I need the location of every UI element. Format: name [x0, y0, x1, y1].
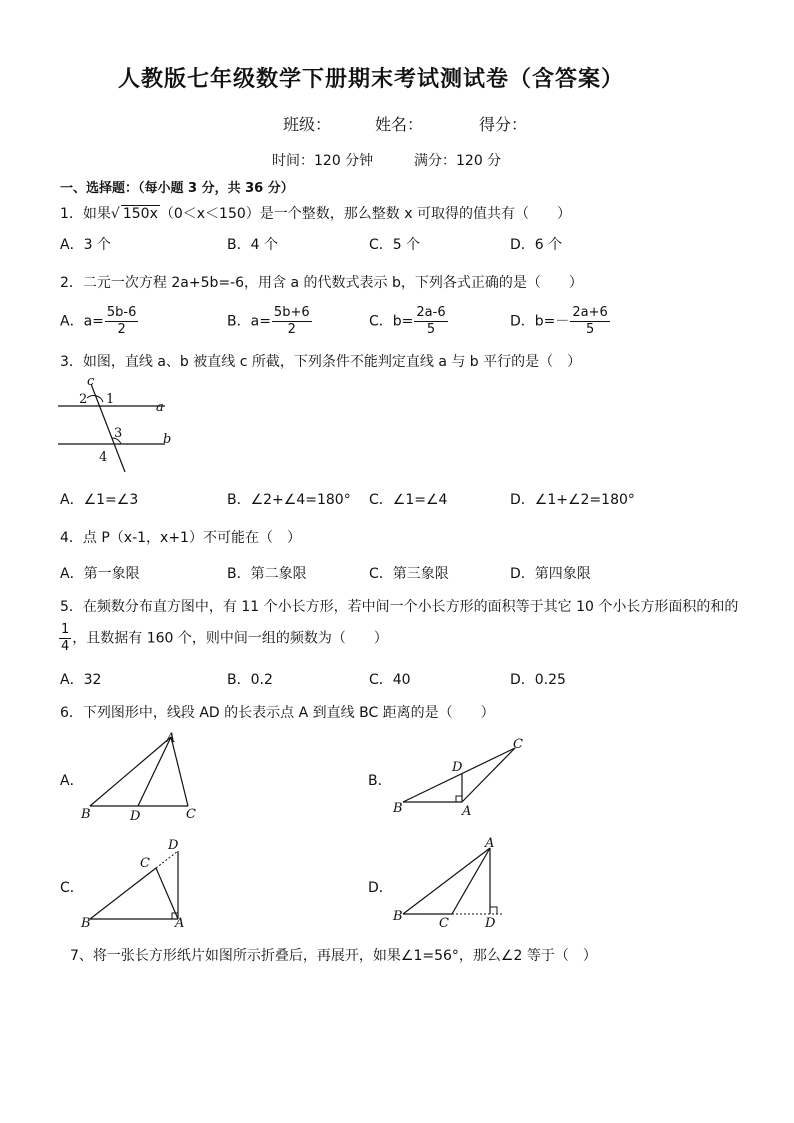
time-info: 时间：120 分钟: [272, 153, 374, 169]
angle-4-label: 4: [99, 450, 108, 465]
question-4: 4．点 P（x-1，x+1）不可能在（ ）: [60, 530, 301, 546]
fraction-numerator: 2a+6: [572, 305, 608, 320]
angle-arc: [87, 395, 103, 402]
question-1: [60, 203, 571, 223]
q3-option-a: A．∠1=∠3: [60, 492, 139, 508]
q5-option-c: C．40: [369, 672, 411, 688]
point-c-label: C: [140, 856, 150, 871]
label-c: c: [87, 374, 95, 389]
option-label: C．: [369, 313, 393, 330]
q5-option-b: B．0.2: [227, 672, 273, 688]
option-lhs: b=－: [534, 313, 570, 330]
right-angle-mark: [456, 796, 462, 802]
point-d-label: D: [485, 916, 496, 930]
q1-option-d: D．6 个: [510, 237, 563, 253]
angle-3-label: 3: [114, 426, 123, 441]
q3-option-b: B．∠2+∠4=180°: [227, 492, 351, 508]
dashed-extension: [156, 851, 178, 868]
point-d-label: D: [452, 760, 463, 775]
q3-option-d: D．∠1+∠2=180°: [510, 492, 635, 508]
q1-stem-post: （0＜x＜150）是一个整数，那么整数 x 可取得的值共有（ ）: [159, 206, 571, 222]
point-c-label: C: [186, 807, 196, 822]
segment-ac: [462, 748, 515, 802]
page-title: 人教版七年级数学下册期末考试测试卷（含答案）: [118, 67, 625, 92]
option-lhs: a=: [83, 313, 104, 330]
fraction-denominator: 5: [426, 322, 436, 337]
fraction: [105, 305, 139, 338]
segment-ad: [138, 737, 171, 806]
question-2: 2．二元一次方程 2a+5b=-6，用含 a 的代数式表示 b，下列各式正确的是（ ）: [60, 275, 583, 291]
point-a-label: A: [485, 836, 495, 851]
q6-figure-a: [78, 727, 203, 824]
q4-option-c: C．第三象限: [369, 566, 449, 582]
q2-option-a: [60, 305, 139, 338]
q5-stem-continuation: ，且数据有 160 个，则中间一组的频数为（ ）: [72, 630, 388, 647]
class-label: 班级：: [283, 115, 332, 134]
fraction: [272, 305, 312, 338]
fraction-numerator: 1: [61, 622, 70, 637]
q2-option-c: [369, 305, 449, 338]
q1-option-b: B．4 个: [227, 237, 278, 253]
point-c-label: C: [513, 737, 523, 752]
point-b-label: B: [81, 916, 91, 930]
fraction: [59, 622, 71, 655]
q6-option-d: D．: [368, 880, 393, 896]
fraction-numerator: 2a-6: [416, 305, 446, 320]
option-label: A．: [60, 313, 84, 330]
q5-option-a: A．32: [60, 672, 102, 688]
point-c-label: C: [439, 916, 449, 930]
question-7: 7、将一张长方形纸片如图所示折叠后，再展开，如果∠1=56°，那么∠2 等于（ ）: [70, 948, 597, 964]
point-a-label: A: [166, 731, 176, 746]
question-5-line1: 5．在频数分布直方图中，有 11 个小长方形，若中间一个小长方形的面积等于其它 10 个小长方形面积的和的: [60, 599, 739, 615]
q4-option-a: A．第一象限: [60, 566, 140, 582]
fraction-denominator: 2: [117, 322, 126, 337]
section-heading: 一、选择题：（每小题 3 分，共 36 分）: [60, 181, 294, 196]
label-a: a: [156, 400, 164, 415]
question-3: 3．如图，直线 a、b 被直线 c 所截，下列条件不能判定直线 a 与 b 平行的是（ ）: [60, 354, 582, 370]
q3-figure: [55, 372, 180, 476]
fraction: [414, 305, 447, 338]
q6-figure-c: [78, 836, 203, 930]
option-lhs: b=: [392, 313, 414, 330]
right-angle-mark: [490, 907, 497, 914]
fraction-numerator: 5b+6: [273, 305, 310, 320]
q5-option-d: D．0.25: [510, 672, 566, 688]
option-lhs: a=: [250, 313, 271, 330]
q1-sqrt-content: 150x: [122, 206, 158, 222]
question-5-line2: [58, 622, 388, 655]
segment-ba: [403, 848, 490, 914]
q4-option-b: B．第二象限: [227, 566, 307, 582]
segment-ca: [452, 848, 490, 914]
fraction-denominator: 4: [61, 639, 70, 654]
q6-figure-d: [390, 836, 530, 930]
label-b: b: [163, 432, 172, 447]
segment-ca: [156, 868, 178, 919]
point-b-label: B: [393, 801, 403, 816]
q1-option-a: A．3 个: [60, 237, 111, 253]
full-score-info: 满分：120 分: [414, 153, 502, 169]
q1-option-c: C．5 个: [369, 237, 421, 253]
angle-1-label: 1: [106, 392, 115, 407]
point-a-label: A: [175, 916, 185, 930]
point-b-label: B: [393, 909, 403, 924]
segment-bc: [403, 748, 515, 802]
option-label: B．: [227, 313, 251, 330]
segment-ab: [90, 737, 171, 806]
point-a-label: A: [462, 804, 472, 819]
segment-bc: [90, 868, 156, 919]
q6-figure-b: [390, 734, 530, 820]
fraction: [570, 305, 609, 338]
q3-option-c: C．∠1=∠4: [369, 492, 448, 508]
q4-option-d: D．第四象限: [510, 566, 591, 582]
q1-stem-pre: 1．如果: [60, 206, 111, 222]
point-d-label: D: [168, 838, 179, 853]
q6-option-b: B．: [368, 773, 392, 789]
score-label: 得分：: [479, 115, 528, 134]
segment-ac: [171, 737, 188, 806]
q2-option-b: [227, 305, 313, 338]
angle-2-label: 2: [79, 392, 88, 407]
point-d-label: D: [130, 809, 141, 824]
q6-option-c: C．: [60, 880, 84, 896]
option-label: D．: [510, 313, 535, 330]
question-6: 6．下列图形中，线段 AD 的长表示点 A 到直线 BC 距离的是（ ）: [60, 705, 495, 721]
q6-option-a: A．: [60, 773, 84, 789]
q2-option-d: [510, 305, 611, 338]
fraction-denominator: 5: [585, 322, 595, 337]
fraction-denominator: 2: [287, 322, 296, 337]
fraction-numerator: 5b-6: [106, 305, 137, 320]
sqrt-symbol: √: [110, 206, 120, 222]
point-b-label: B: [81, 807, 91, 822]
name-label: 姓名：: [375, 115, 424, 134]
